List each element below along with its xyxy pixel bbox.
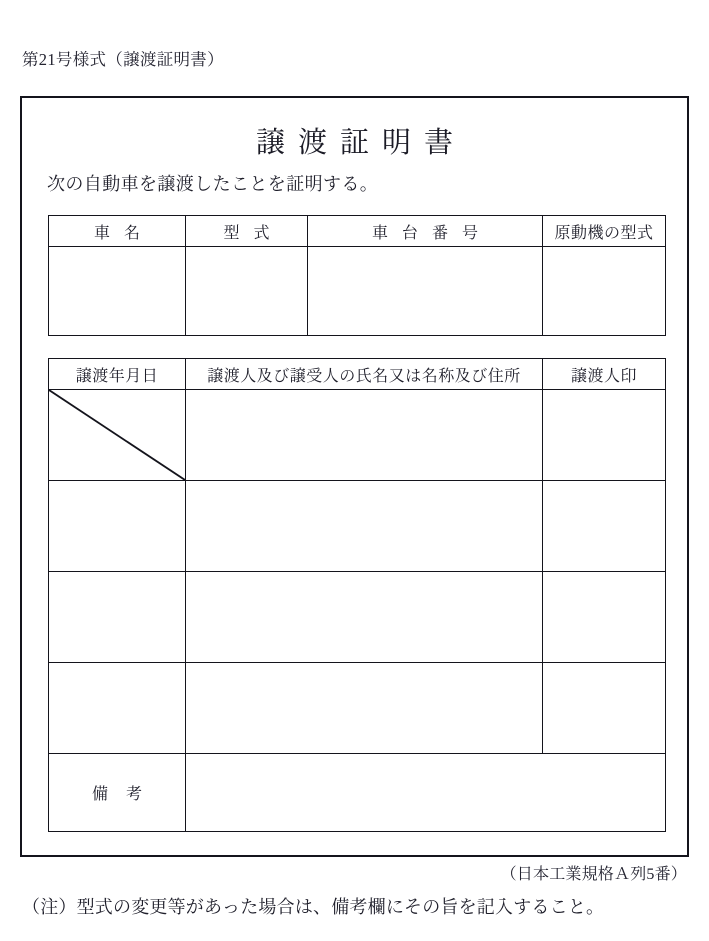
header-parties-name-address: 譲渡人及び譲受人の氏名又は名称及び住所 [186,359,543,390]
header-vehicle-name: 車 名 [49,216,186,247]
field-parties-2[interactable] [186,481,543,572]
table-header-row [49,359,666,390]
header-transferor-seal: 譲渡人印 [543,359,666,390]
field-seal-3[interactable] [543,572,666,663]
form-number-label: 第21号様式（譲渡証明書） [22,50,224,69]
header-engine-model: 原動機の型式 [543,216,666,247]
field-parties-1[interactable] [186,390,543,481]
field-engine-model[interactable] [543,247,666,336]
page-title: 譲渡証明書 [255,127,466,159]
field-transfer-date-2[interactable] [49,481,186,572]
table-row [49,663,666,754]
table-row [49,572,666,663]
field-transfer-date-4[interactable] [49,663,186,754]
table-row [49,481,666,572]
label-remarks: 備 考 [49,754,186,832]
jis-paper-size-note: （日本工業規格Ａ列5番） [500,866,687,883]
field-vehicle-name[interactable] [49,247,186,336]
diagonal-strike-icon [49,390,185,480]
transfer-records-table [48,358,666,832]
table-row [49,390,666,481]
field-parties-4[interactable] [186,663,543,754]
header-transfer-date: 譲渡年月日 [49,359,186,390]
caution-note: （注）型式の変更等があった場合は、備考欄にその旨を記入すること。 [22,897,605,917]
certificate-outer-box [20,96,689,857]
vehicle-info-table [48,215,666,336]
field-transfer-date-1[interactable] [49,390,186,481]
table-header-row [49,216,666,247]
field-seal-1[interactable] [543,390,666,481]
field-model-type[interactable] [186,247,308,336]
field-seal-4[interactable] [543,663,666,754]
field-seal-2[interactable] [543,481,666,572]
field-chassis-number[interactable] [308,247,543,336]
lead-sentence: 次の自動車を譲渡したことを証明する。 [47,174,379,194]
field-remarks[interactable] [186,754,666,832]
field-transfer-date-3[interactable] [49,572,186,663]
field-parties-3[interactable] [186,572,543,663]
remarks-row [49,754,666,832]
header-model-type: 型 式 [186,216,308,247]
table-row [49,247,666,336]
header-chassis-number: 車 台 番 号 [308,216,543,247]
